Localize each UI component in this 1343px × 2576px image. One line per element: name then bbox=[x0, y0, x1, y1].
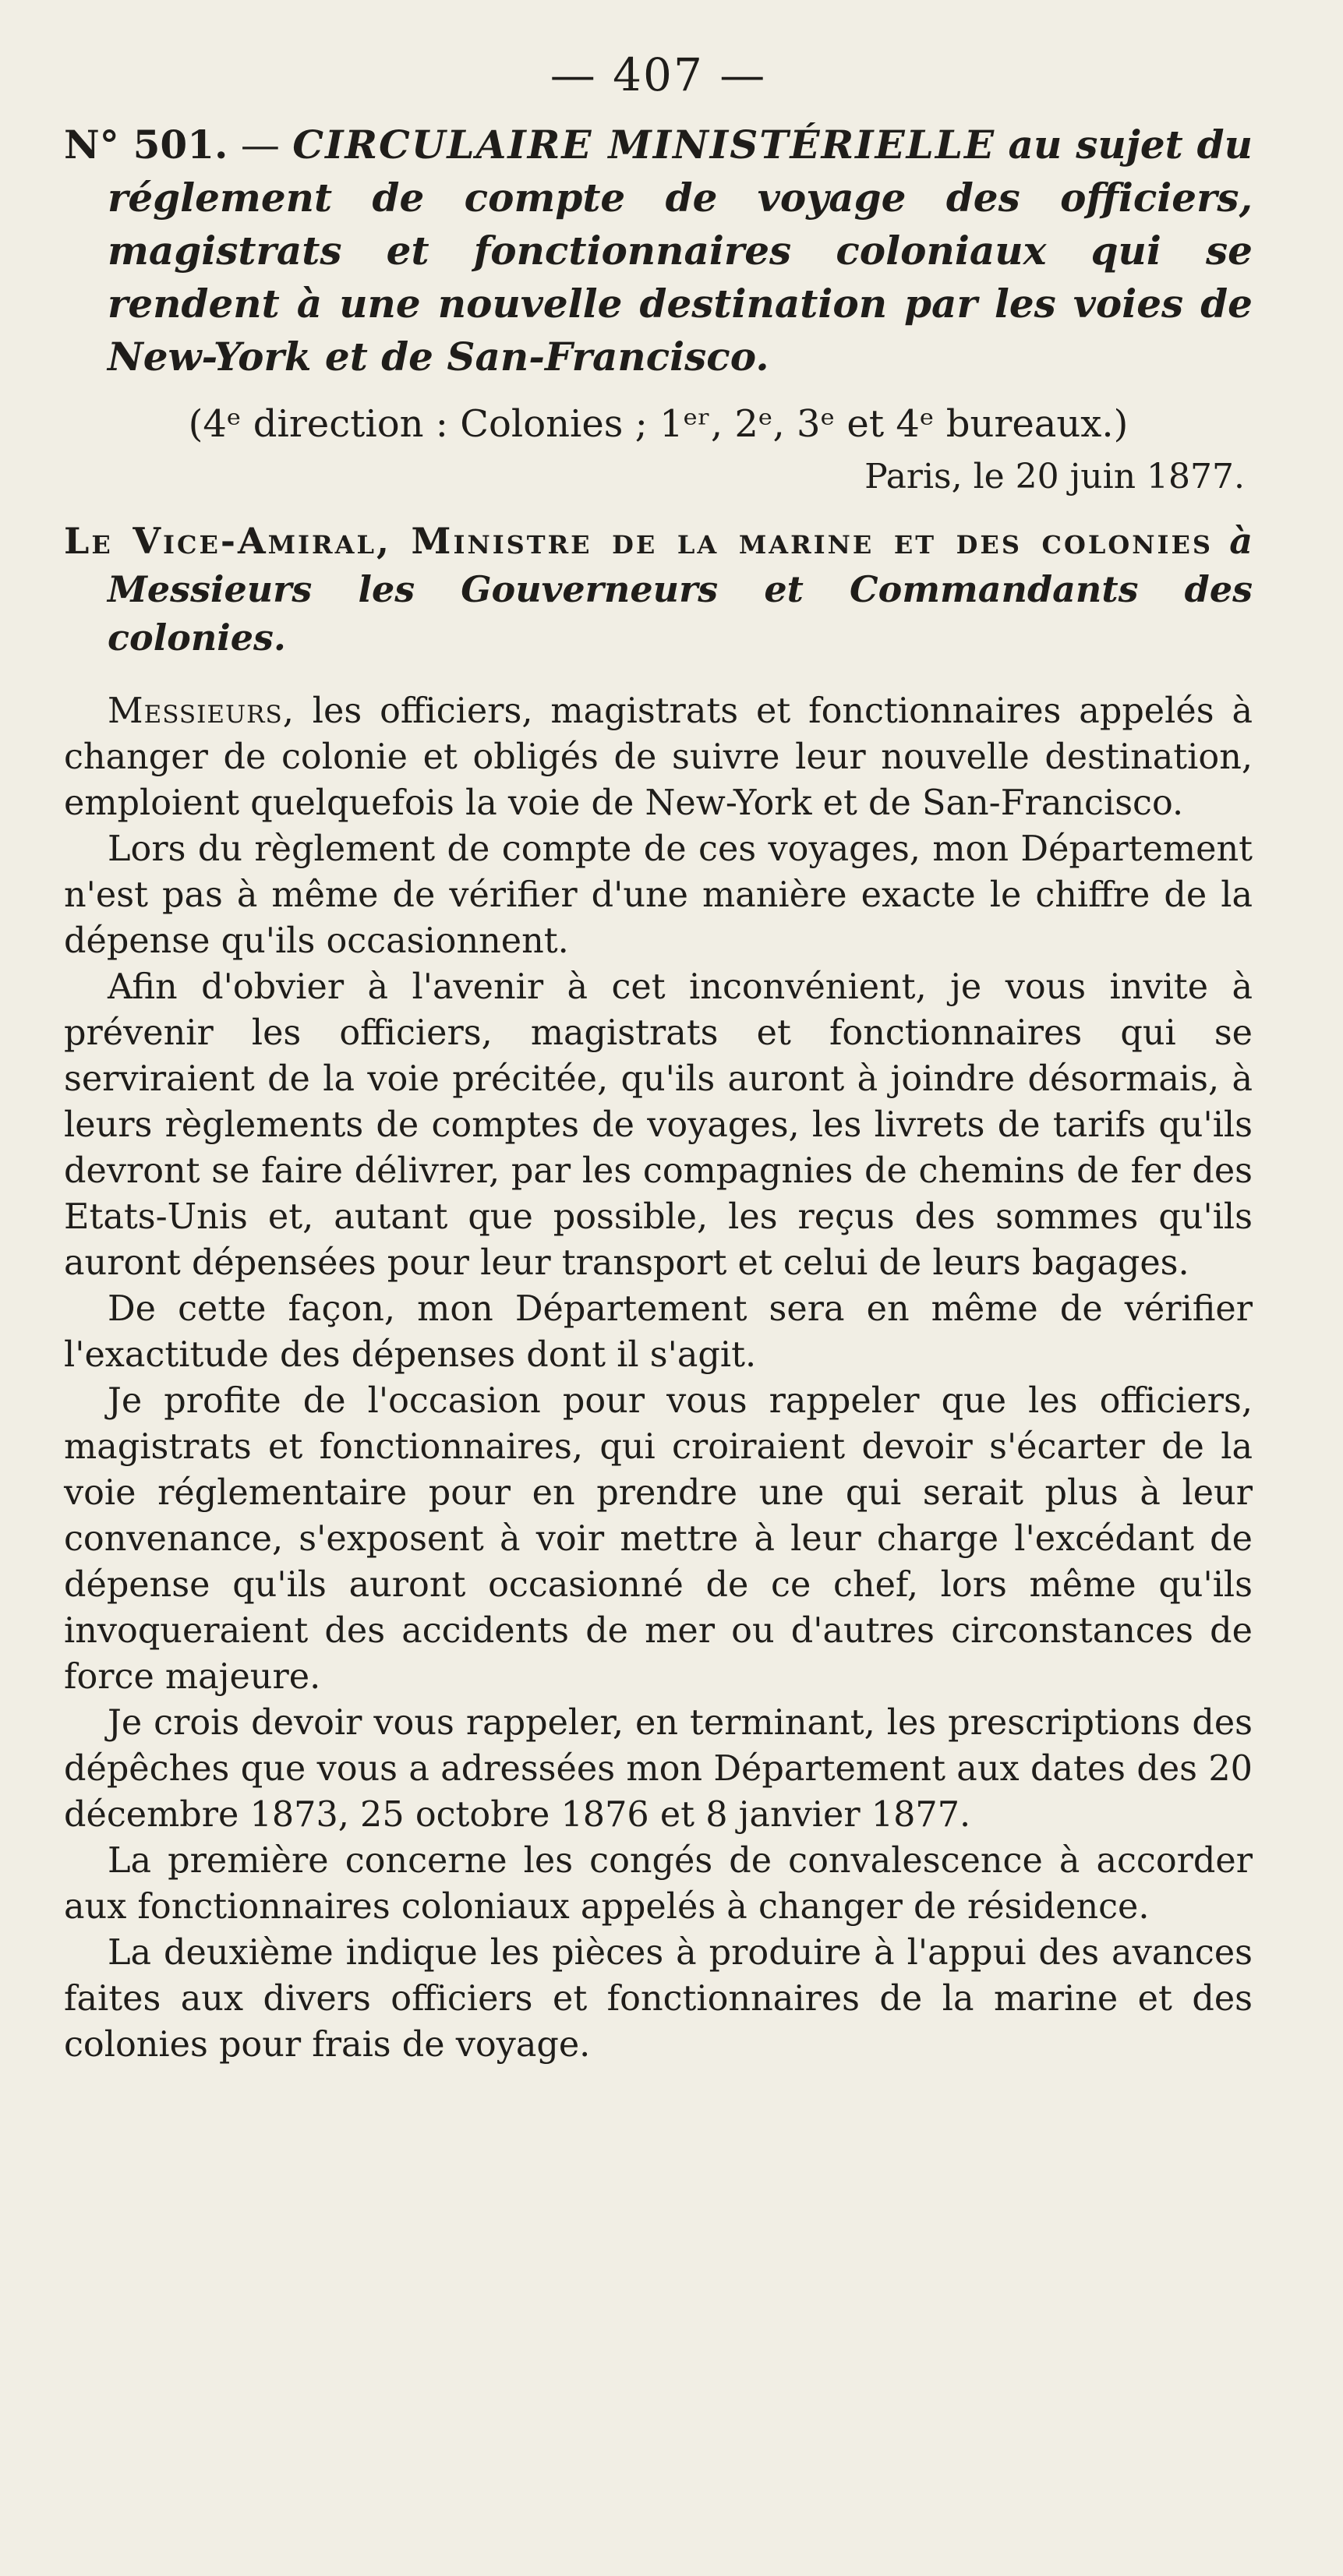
paragraph-4: De cette façon, mon Département sera en même de vérifier l'exactitude des dépenses dont il s'agit. bbox=[64, 1289, 1253, 1375]
salutation: Messieurs, bbox=[108, 691, 295, 731]
page-number: — 407 — bbox=[550, 48, 767, 101]
document-page bbox=[64, 48, 1253, 2068]
paragraph-2: Lors du règlement de compte de ces voyages, mon Département n'est pas à même de vérifier d'une manière exacte le chiffre de la dépense qu'ils occasionnent. bbox=[64, 829, 1253, 961]
paragraph-7: La première concerne les congés de convalescence à accorder aux fonctionnaires coloniaux appelés à changer de résidence. bbox=[64, 1841, 1253, 1927]
address-line bbox=[64, 517, 1253, 662]
paragraph-1 bbox=[64, 688, 1253, 826]
letter-body bbox=[64, 688, 1253, 2068]
heading-dash: — bbox=[240, 122, 280, 168]
recipients: Messieurs les Gouverneurs et Commandants des colonies. bbox=[108, 568, 1253, 659]
paragraph-8: La deuxième indique les pièces à produire à l'appui des avances faites aux divers officiers et fonctionnaires de la marine et des colonies pour frais de voyage. bbox=[64, 1933, 1253, 2065]
paragraph-3: Afin d'obvier à l'avenir à cet inconvénient, je vous invite à prévenir les officiers, magistrats et fonctionnaires qui se serviraient de la voie précitée, qu'ils auront à joindre désormais, à leurs règlements de comptes de voyages, les livrets de tarifs qu'ils devront se faire délivrer, par les compagnies de chemins de fer des Etats-Unis et, autant que possible, les reçus des sommes qu'ils auront dépensées pour leur transport et celui de leurs bagages. bbox=[64, 967, 1253, 1283]
circular-heading bbox=[64, 118, 1253, 383]
direction-line: (4ᵉ direction : Colonies ; 1ᵉʳ, 2ᵉ, 3ᵉ et 4ᵉ bureaux.) bbox=[188, 402, 1129, 446]
circular-title: CIRCULAIRE MINISTÉRIELLE bbox=[292, 122, 996, 168]
dateline: Paris, le 20 juin 1877. bbox=[864, 457, 1245, 496]
paragraph-6: Je crois devoir vous rappeler, en terminant, les prescriptions des dépêches que vous a adressées mon Département aux dates des 20 décembre 1873, 25 octobre 1876 et 8 janvier 1877. bbox=[64, 1703, 1253, 1835]
paragraph-1-text: les officiers, magistrats et fonctionnaires appelés à changer de colonie et obligés de suivre leur nouvelle destination, emploient quelquefois la voie de New-York et de San-Francisco. bbox=[64, 691, 1253, 823]
circular-subject: au sujet du réglement de compte de voyage des officiers, magistrats et fonctionnaires coloniaux qui se rendent à une nouvelle destination par les voies de New-York et de San-Francisco. bbox=[108, 122, 1253, 380]
sender: Le Vice-Amiral, Ministre de la marine et des colonies bbox=[64, 520, 1213, 562]
address-preposition: à bbox=[1229, 520, 1253, 562]
circular-number: N° 501. bbox=[64, 122, 228, 168]
paragraph-5: Je profite de l'occasion pour vous rappeler que les officiers, magistrats et fonctionnaires, qui croiraient devoir s'écarter de la voie réglementaire pour en prendre une qui serait plus à leur convenance, s'exposent à voir mettre à leur charge l'excédant de dépense qu'ils auront occasionné de ce chef, lors même qu'ils invoqueraient des accidents de mer ou d'autres circonstances de force majeure. bbox=[64, 1381, 1253, 1697]
